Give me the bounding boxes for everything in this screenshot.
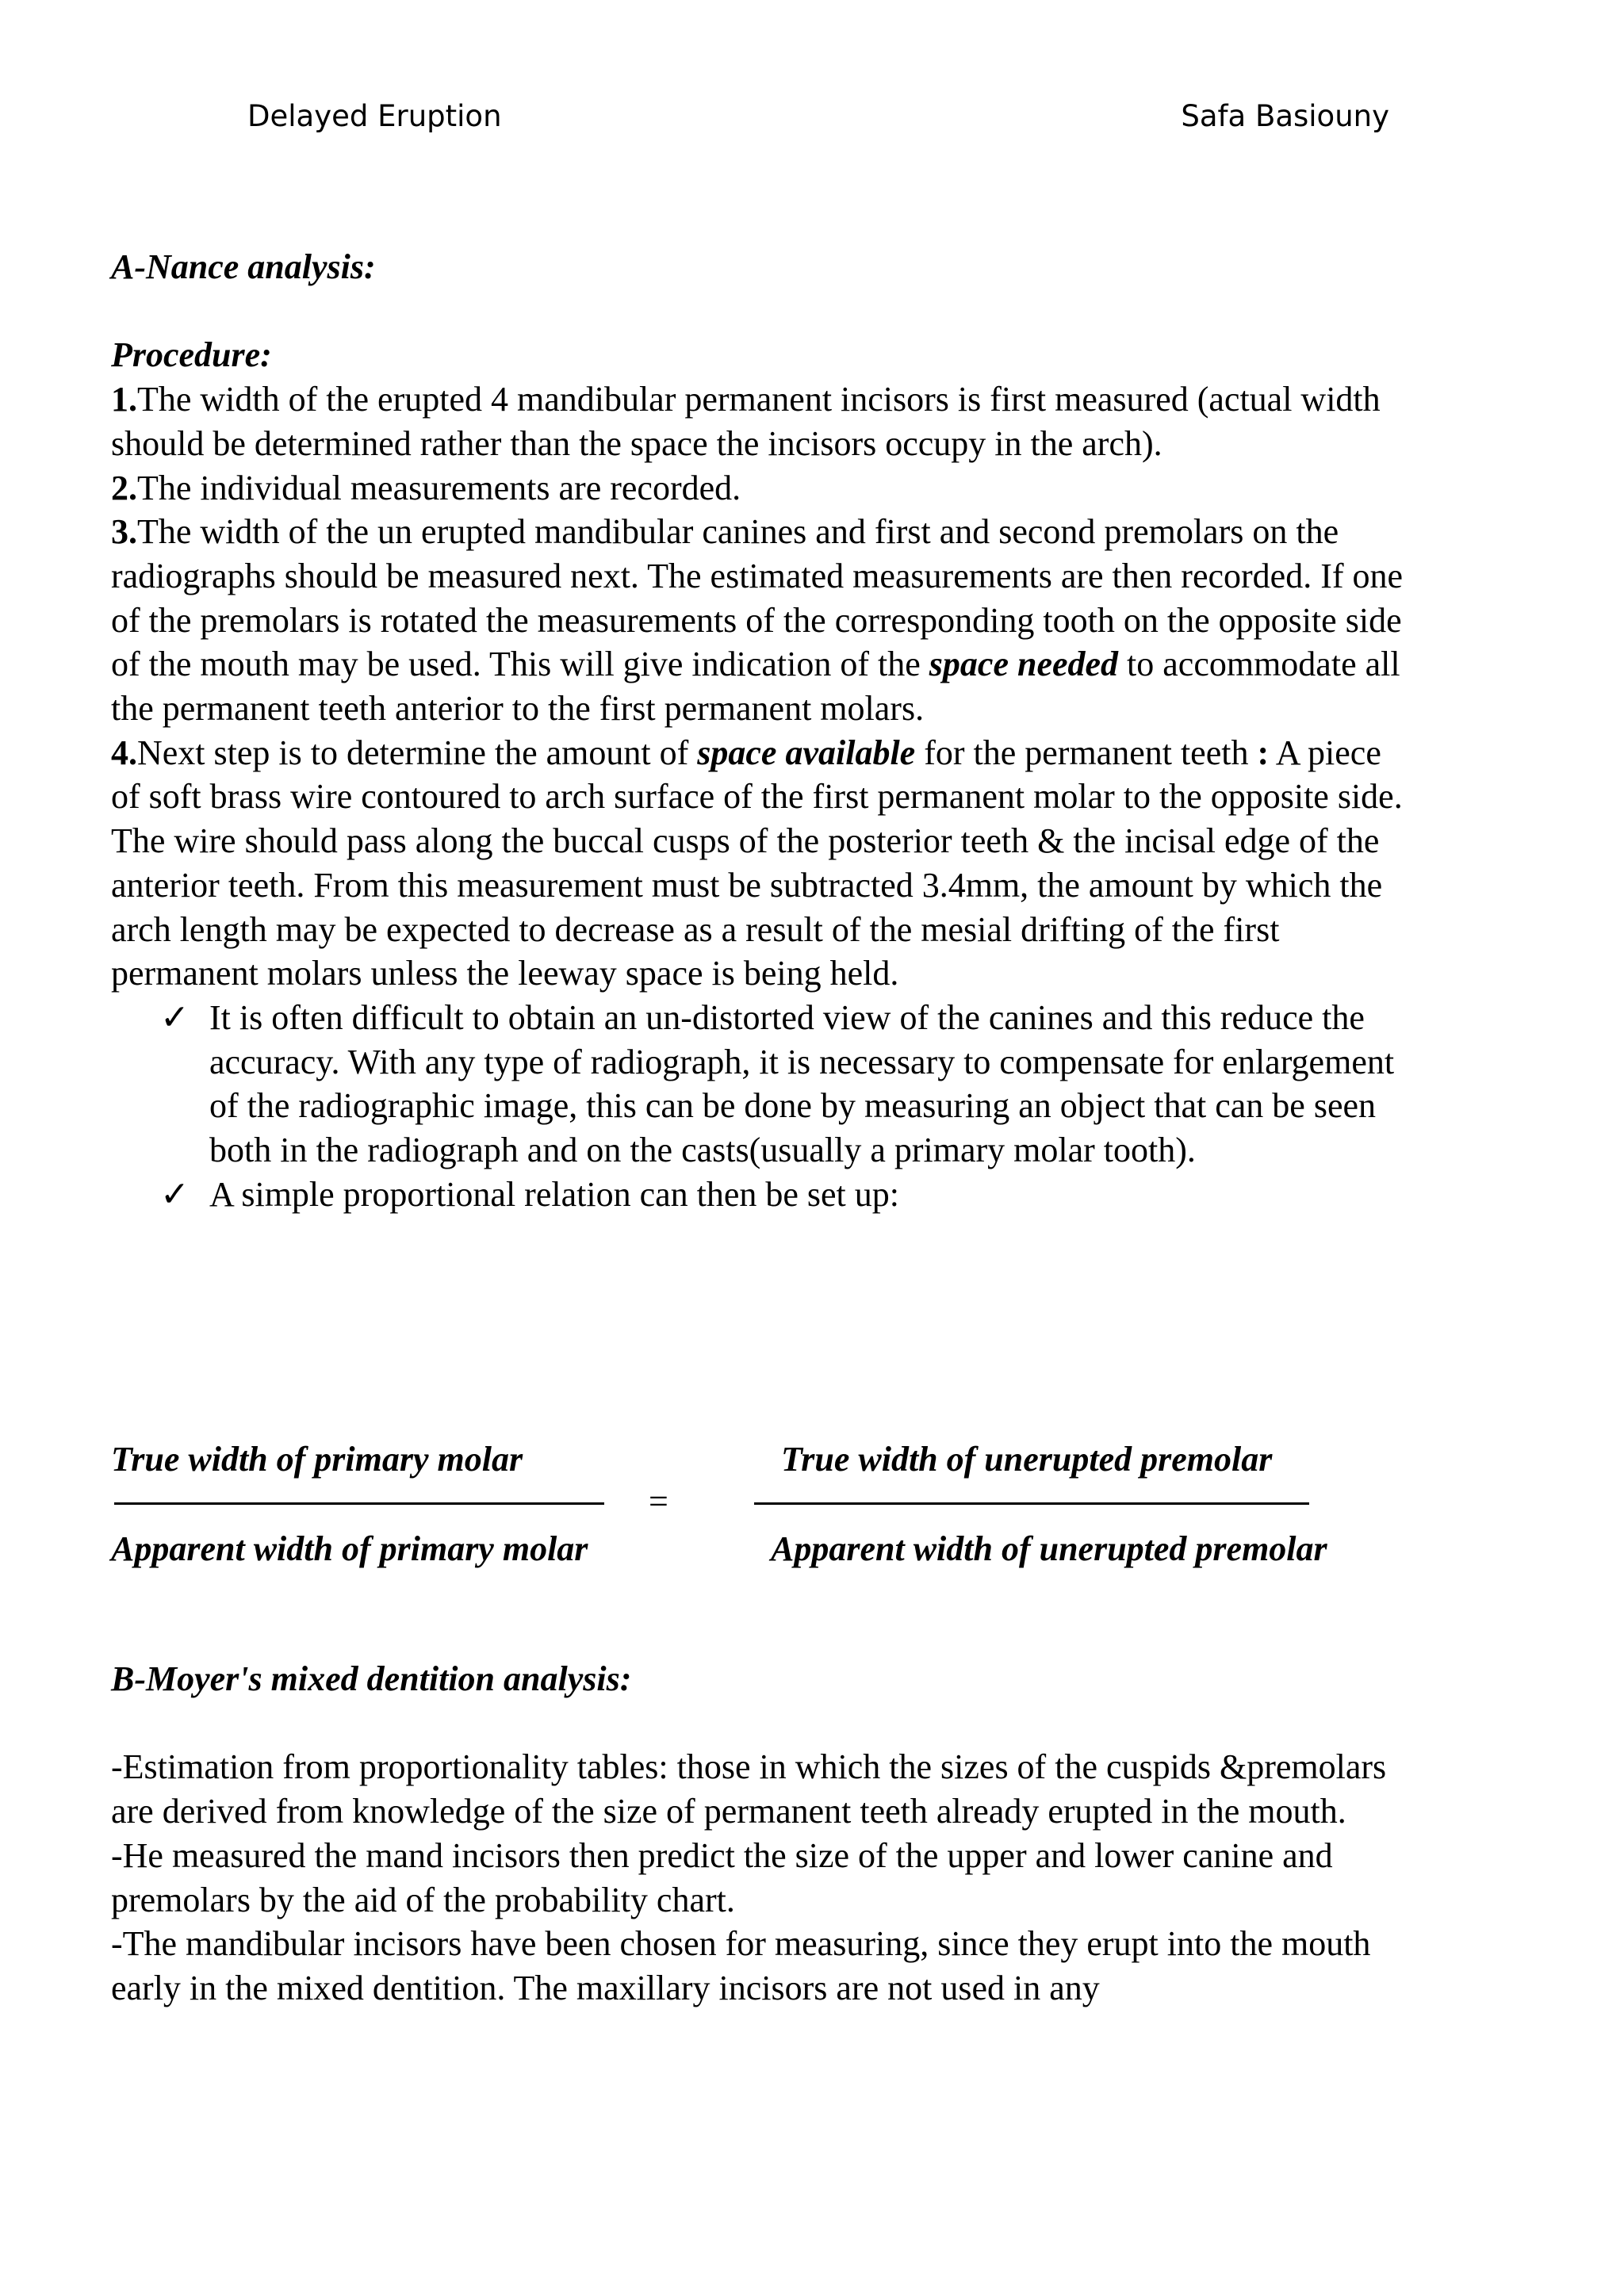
section-b-paragraph-1: -Estimation from proportionality tables: those in which the sizes of the cuspids &premolars are derived from knowledge of the size of permanent teeth already erupted in the mouth.	[111, 1747, 1387, 1831]
section-a-title: A-Nance analysis:	[111, 247, 376, 286]
bullet-1-text: It is often difficult to obtain an un-distorted view of the canines and this reduce the accuracy. With any type of radiograph, it is necessary to compensate for enlargement of the radiographic image, this can be done by measuring an object that can be seen both in the radiograph and on the casts(usually a primary molar tooth).	[209, 997, 1395, 1170]
formula-left-denominator: Apparent width of primary molar	[111, 1529, 588, 1568]
formula-left-numerator: True width of primary molar	[111, 1440, 523, 1479]
procedure-label: Procedure:	[111, 335, 272, 375]
header-left: Delayed Eruption	[247, 99, 502, 133]
spacer	[111, 1701, 1411, 1746]
step-4-text-a: Next step is to determine the amount of	[137, 733, 698, 772]
section-b-paragraph-2: -He measured the mand incisors then predict the size of the upper and lower canine and premolars by the aid of the probability chart.	[111, 1835, 1333, 1919]
fraction-bar-right	[754, 1502, 1309, 1505]
bullet-2	[111, 1173, 1411, 1217]
step-1-number: 1.	[111, 380, 137, 419]
step-2-number: 2.	[111, 468, 137, 507]
fraction-bar-left	[114, 1502, 604, 1505]
step-4-text-b: for the permanent teeth	[915, 733, 1258, 772]
space-needed-term: space needed	[929, 645, 1119, 684]
checkmark-icon: ✓	[160, 997, 190, 1037]
step-4-number: 4.	[111, 733, 137, 772]
section-b	[111, 1657, 1411, 2011]
step-1-text: The width of the erupted 4 mandibular permanent incisors is first measured (actual width should be determined rather than the space the incisors occupy in the arch).	[111, 380, 1381, 463]
section-b-title: B-Moyer's mixed dentition analysis:	[111, 1659, 632, 1698]
step-2	[111, 466, 1411, 511]
formula-equals: =	[649, 1482, 668, 1521]
step-3-text-a: The width of the un erupted mandibular canines and first and second premolars on the radiographs should be measured next. The estimated measurements are then recorded. If one of the premolars is rotated the measurements of the corresponding tooth on the opposite side of the mouth may be used. This will give indication of the	[111, 512, 1404, 684]
step-1	[111, 377, 1411, 465]
step-4	[111, 731, 1411, 996]
formula-right-denominator: Apparent width of unerupted premolar	[771, 1529, 1327, 1568]
step-4-text-c: A piece of soft brass wire contoured to arch surface of the first permanent molar to the opposite side. The wire should pass along the buccal cusps of the posterior teeth & the incisal edge of the anterior teeth. From this measurement must be subtracted 3.4mm, the amount by which the arch length may be expected to decrease as a result of the mesial drifting of the first permanent molars unless the leeway space is being held.	[111, 733, 1403, 993]
step-3	[111, 510, 1411, 731]
checkmark-icon: ✓	[160, 1174, 190, 1214]
section-a	[111, 245, 1411, 1216]
spacer	[111, 289, 1411, 334]
step-2-text: The individual measurements are recorded.	[137, 468, 741, 507]
bullet-1	[111, 996, 1411, 1173]
bullet-2-text: A simple proportional relation can then be set up:	[209, 1174, 900, 1214]
section-b-paragraph-3: -The mandibular incisors have been chosen for measuring, since they erupt into the mouth early in the mixed dentition. The maxillary incisors are not used in any	[111, 1924, 1371, 2007]
step-3-text-b: to accommodate all the permanent teeth anterior to the first permanent molars.	[111, 645, 1400, 729]
header-right: Safa Basiouny	[1181, 99, 1389, 133]
formula-right-numerator: True width of unerupted premolar	[781, 1440, 1273, 1479]
step-3-number: 3.	[111, 512, 137, 552]
space-available-term: space available	[697, 733, 916, 772]
step-4-colon: :	[1257, 733, 1270, 772]
